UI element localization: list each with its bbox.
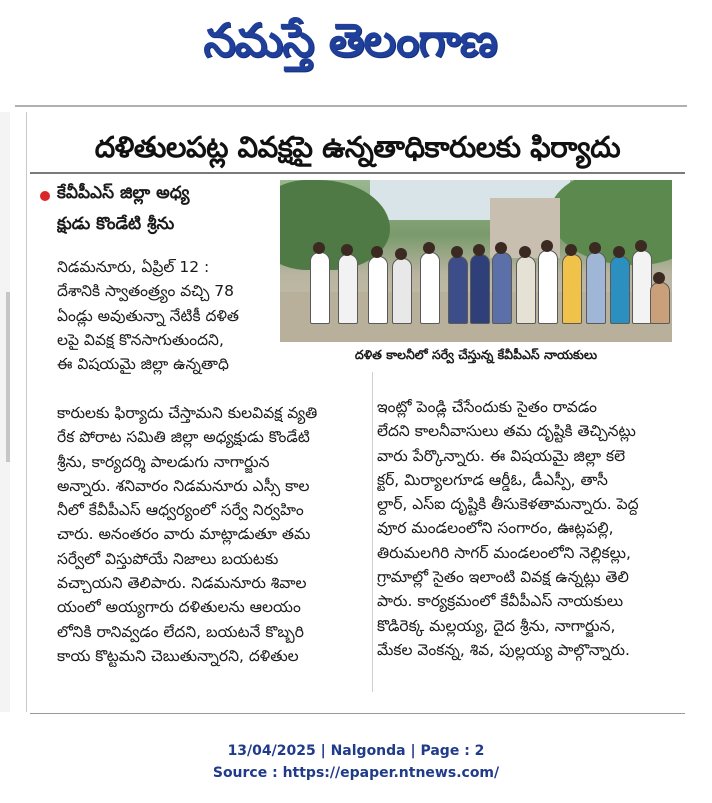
photo-person-head bbox=[613, 246, 625, 258]
body-line: వచ్చాయని తెలిపారు. నిడమనూరు శివాల bbox=[57, 574, 307, 593]
footer-source-link[interactable]: Source : https://epaper.ntnews.com/ bbox=[212, 765, 500, 781]
subheading-line: కేవీపీఎస్ జిల్లా అధ్య bbox=[57, 183, 190, 203]
photo-person-head bbox=[589, 242, 601, 254]
photo-person bbox=[632, 250, 652, 324]
article-headline: దళితులపట్ల వివక్షపై ఉన్నతాధికారులకు ఫిర్యాదు bbox=[94, 130, 621, 164]
photo-person-head bbox=[313, 242, 325, 254]
photo-caption: దళిత కాలనీలో సర్వే చేస్తున్న కేవీపీఎస్ నాయకులు bbox=[354, 347, 598, 362]
body-line: గ్రామాల్లో సైతం ఇలాంటి వివక్ష ఉన్నట్లు తెలి bbox=[377, 568, 629, 587]
photo-person bbox=[610, 256, 630, 324]
photo-person-head bbox=[565, 244, 577, 256]
photo-person-head bbox=[371, 246, 383, 258]
bullet-dot-icon bbox=[40, 191, 50, 201]
photo-person bbox=[368, 256, 388, 324]
photo-person bbox=[650, 282, 670, 324]
photo-person bbox=[448, 256, 468, 324]
photo-person bbox=[392, 258, 412, 324]
article-photo bbox=[280, 180, 672, 342]
body-line: చారు. అనంతరం వారు మాట్లాడుతూ తమ bbox=[57, 525, 311, 544]
body-line: రేక పోరాట సమితి జిల్లా అధ్యక్షుడు కొండేటి bbox=[57, 428, 310, 447]
body-line: మేకల వెంకన్న, శివ, పుల్లయ్య పాల్గొన్నారు. bbox=[377, 640, 630, 659]
body-line: లపై వివక్ష కొనసాగుతుందని, bbox=[57, 330, 224, 349]
body-line: క్టర్, మిర్యాలగూడ ఆర్డీఓ, డీఎస్పీ, తాసీ bbox=[377, 470, 608, 489]
body-line: కొడిరెక్క మల్లయ్య, దైద శ్రీను, నాగార్జున, bbox=[377, 616, 616, 635]
subheading-line: క్షుడు కొండేటి శ్రీను bbox=[57, 214, 175, 234]
body-line: సర్వేలో విస్తుపోయే నిజాలు బయటకు bbox=[57, 549, 279, 568]
body-line: శ్రీను, కార్యదర్శి పాలడుగు నాగార్జున bbox=[57, 452, 270, 471]
photo-person bbox=[420, 252, 440, 324]
headline-rule bbox=[30, 172, 685, 174]
article-body-wide bbox=[57, 401, 369, 668]
body-line: ఏండ్లు అవుతున్నా నేటికీ దళిత bbox=[57, 306, 239, 325]
body-line: యంలో అయ్యగారు దళితులను ఆలయం bbox=[57, 598, 301, 617]
body-line: లోనికి రానివ్వడం లేదని, బయటనే కొబ్బరి bbox=[57, 622, 304, 641]
photo-person bbox=[492, 252, 512, 324]
photo-person bbox=[516, 256, 536, 324]
body-line: కాయ కొట్టమని చెబుతున్నారని, దళితుల bbox=[57, 646, 299, 665]
photo-person bbox=[310, 252, 330, 324]
column-separator bbox=[372, 372, 373, 692]
body-line: కారులకు ఫిర్యాదు చేస్తామని కులవివక్ష వ్యతి bbox=[57, 404, 318, 422]
photo-person-head bbox=[451, 246, 463, 258]
body-line: పారు. కార్యక్రమంలో కేవీపీఎస్ నాయకులు bbox=[377, 592, 624, 611]
photo-person-head bbox=[519, 246, 531, 258]
bottom-rule bbox=[30, 713, 685, 714]
photo-person bbox=[470, 254, 490, 324]
adjacent-column-edge bbox=[0, 112, 10, 712]
body-line: ఈ విషయమై జిల్లా ఉన్నతాధి bbox=[57, 355, 229, 374]
article-subheading bbox=[57, 178, 277, 240]
article-body-left bbox=[57, 255, 275, 376]
photo-person bbox=[538, 250, 558, 324]
body-line: దేశానికి స్వాతంత్ర్యం వచ్చి 78 bbox=[57, 282, 235, 301]
column-divider-left bbox=[26, 112, 27, 712]
body-line: ఇంట్లో పెండ్లి చేసేందుకు సైతం రావడం bbox=[377, 398, 597, 416]
body-line: నిడమనూరు, ఏప్రిల్ 12 : bbox=[57, 258, 210, 276]
photo-person-head bbox=[423, 242, 435, 254]
photo-person bbox=[586, 252, 606, 324]
body-line: వూర మండలంలోని సంగారం, ఊట్లపల్లి, bbox=[377, 519, 614, 538]
body-line: లేదని కాలనీవాసులు తమ దృష్టికి తెచ్చినట్లు bbox=[377, 422, 636, 441]
photo-person-head bbox=[473, 244, 485, 256]
photo-person-head bbox=[341, 244, 353, 256]
body-line: ల్దార్, ఎస్ఐ దృష్టికి తీసుకెళతామన్నారు. పెద్ద bbox=[377, 495, 639, 514]
page-footer bbox=[0, 740, 712, 784]
photo-person-head bbox=[395, 248, 407, 260]
footer-edition-line: 13/04/2025 | Nalgonda | Page : 2 bbox=[227, 743, 485, 759]
photo-person-head bbox=[653, 272, 665, 284]
article-body-right bbox=[377, 395, 677, 662]
photo-person-head bbox=[495, 242, 507, 254]
body-line: అన్నారు. శనివారం నిడమనూరు ఎస్సీ కాల bbox=[57, 476, 310, 495]
body-line: వారు పేర్కొన్నారు. ఈ విషయమై జిల్లా కలె bbox=[377, 446, 626, 465]
photo-person-head bbox=[635, 240, 647, 252]
photo-person bbox=[338, 254, 358, 324]
photo-person bbox=[562, 254, 582, 324]
body-line: తిరుమలగిరి సాగర్ మండలంలోని నెల్లికల్లు, bbox=[377, 543, 631, 562]
masthead-logo: నమస్తే తెలంగాణ bbox=[203, 13, 497, 67]
body-line: నీలో కేవీపీఎస్ ఆధ్వర్యంలో సర్వే నిర్వహిం bbox=[57, 501, 304, 520]
photo-person-head bbox=[541, 240, 553, 252]
top-rule bbox=[15, 105, 687, 107]
